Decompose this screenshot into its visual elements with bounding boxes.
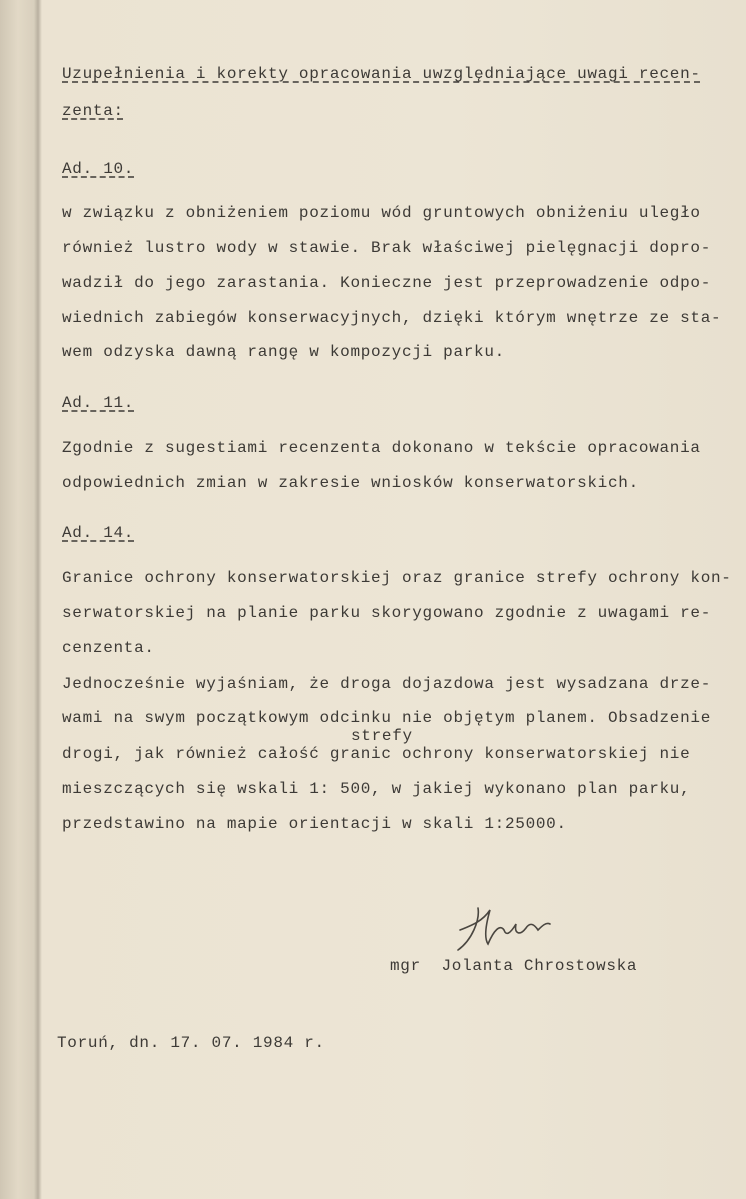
text-line: Granice ochrony konserwatorskiej oraz granice strefy ochrony kon- xyxy=(62,569,732,587)
section-label-ad-10: Ad. 10. xyxy=(62,160,135,178)
heading-line-2: zenta: xyxy=(62,102,124,120)
text-line: wadził do jego zarastania. Konieczne jest przeprowadzenie odpo- xyxy=(62,274,711,292)
section-label-ad-11: Ad. 11. xyxy=(62,394,135,412)
text-line: Jednocześnie wyjaśniam, że droga dojazdowa jest wysadzana drze- xyxy=(62,675,711,693)
text-line: również lustro wody w stawie. Brak właściwej pielęgnacji dopro- xyxy=(62,239,711,257)
text-line: Zgodnie z sugestiami recenzenta dokonano w tekście opracowania xyxy=(62,439,701,457)
interlinear-insertion: strefy xyxy=(351,727,413,745)
text-line: wem odzyska dawną rangę w kompozycji parku. xyxy=(62,343,505,361)
text-line: mieszczących się wskali 1: 500, w jakiej wykonano plan parku, xyxy=(62,780,691,798)
handwritten-signature xyxy=(450,900,560,960)
text-line: w związku z obniżeniem poziomu wód gruntowych obniżeniu uległo xyxy=(62,204,701,222)
text-line: wami na swym początkowym odcinku nie objętym planem. Obsadzenie xyxy=(62,709,711,727)
text-line: przedstawino na mapie orientacji w skali 1:25000. xyxy=(62,815,567,833)
text-line: odpowiednich zmian w zakresie wniosków konserwatorskich. xyxy=(62,474,639,492)
text-line: cenzenta. xyxy=(62,639,155,657)
place-date: Toruń, dn. 17. 07. 1984 r. xyxy=(57,1034,325,1052)
section-label-ad-14: Ad. 14. xyxy=(62,524,135,542)
text-line: wiednich zabiegów konserwacyjnych, dzięki którym wnętrze ze sta- xyxy=(62,309,722,327)
heading-line-1: Uzupełnienia i korekty opracowania uwzględniające uwagi recen- xyxy=(62,65,701,83)
text-line: serwatorskiej na planie parku skorygowano zgodnie z uwagami re- xyxy=(62,604,711,622)
text-line: drogi, jak również całość granic ochrony konserwatorskiej nie xyxy=(62,745,691,763)
signatory-name: mgr Jolanta Chrostowska xyxy=(390,957,638,975)
